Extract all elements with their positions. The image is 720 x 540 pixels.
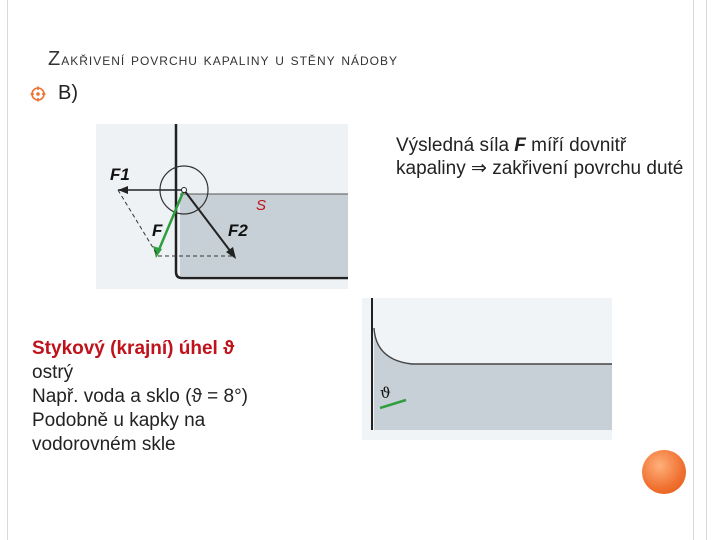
contact-angle-description [32, 337, 332, 457]
bullet-icon [30, 86, 46, 102]
bullet-label: B) [58, 82, 78, 104]
contact-angle-example: Např. voda a sklo (ϑ = 8°) [32, 386, 248, 407]
force-text-part1: Výsledná síla [396, 135, 515, 156]
molecule-point [182, 188, 187, 193]
decorative-orange-circle [642, 450, 686, 494]
label-f: F [152, 221, 163, 240]
contact-angle-heading: Stykový (krajní) úhel ϑ [32, 338, 235, 359]
force-explanation [396, 134, 696, 180]
label-f2: F2 [228, 221, 248, 240]
left-border-line [7, 0, 8, 540]
slide-title [48, 48, 398, 71]
bullet-item [30, 82, 78, 105]
title-initial: Z [48, 48, 62, 70]
force-text-part3: zakřivení povrchu duté [486, 158, 684, 179]
contact-angle-note-line1: Podobně u kapky na [32, 410, 206, 431]
label-theta: ϑ [380, 384, 391, 402]
contact-angle-note-line2: vodorovném skle [32, 434, 176, 455]
right-border-line [693, 0, 694, 540]
label-f1: F1 [110, 165, 130, 184]
meniscus-diagram [362, 298, 612, 440]
implies-arrow-icon: ⇒ [471, 158, 487, 179]
force-text-part2: míří dovnitř kapaliny [396, 135, 627, 179]
right-border-line-outer [706, 0, 707, 540]
contact-angle-type: ostrý [32, 362, 74, 383]
force-symbol: F [514, 135, 526, 156]
force-diagram [96, 124, 348, 289]
label-s: S [256, 197, 267, 214]
title-rest: akřivení povrchu kapaliny u stěny nádoby [61, 50, 399, 69]
